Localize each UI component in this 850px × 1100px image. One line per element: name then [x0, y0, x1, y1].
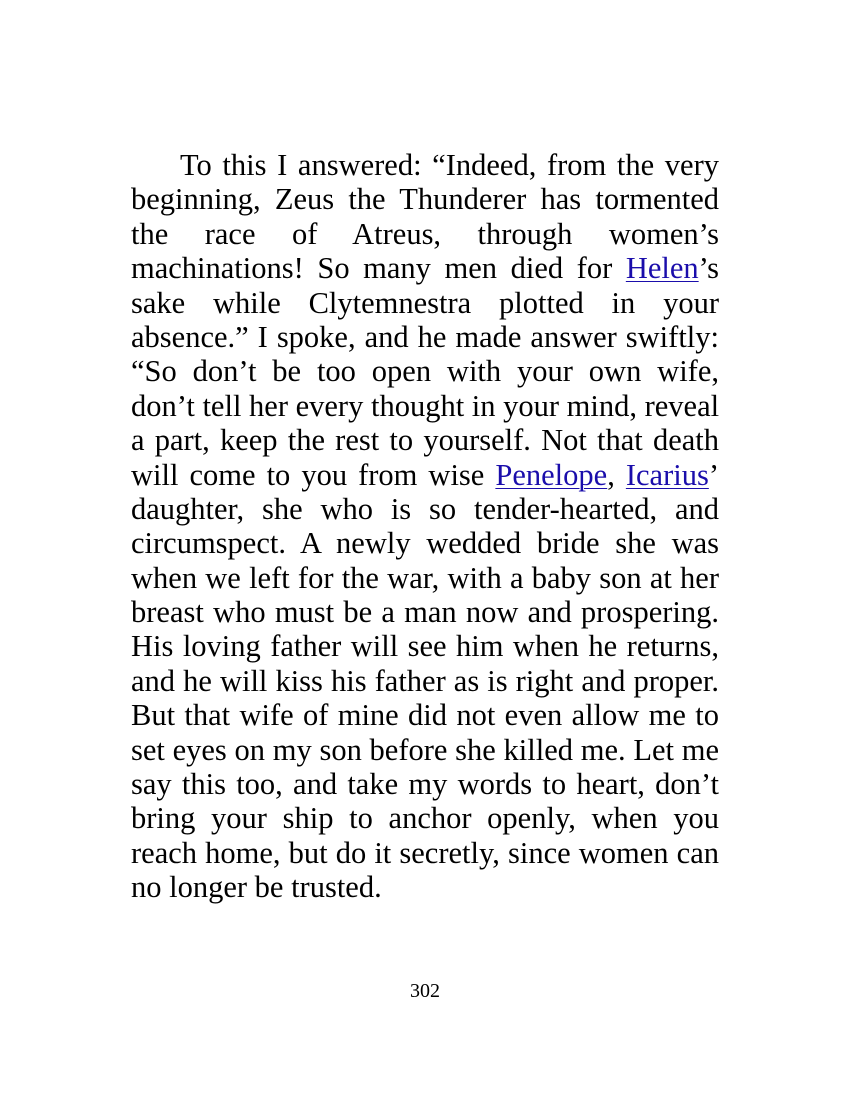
text-line: when we left for the war, with a baby son at her	[131, 560, 719, 595]
text-line: “So don’t be too open with your own wife,	[131, 354, 719, 389]
link-helen[interactable]: Helen	[625, 251, 699, 286]
text-segment: ’s	[698, 251, 719, 286]
text-line: To this I answered: “Indeed, from the very	[180, 148, 719, 182]
text-line: circumspect. A newly wedded bride she was	[131, 526, 719, 561]
text-line: beginning, Zeus the Thunderer has tormented	[131, 182, 719, 217]
text-line: His loving father will see him when he returns,	[131, 629, 719, 664]
text-line: a part, keep the rest to yourself. Not that death	[131, 423, 719, 458]
text-line: don’t tell her every thought in your mind, reveal	[131, 388, 720, 423]
text-line: absence.” I spoke, and he made answer swiftly:	[131, 319, 719, 354]
text-line: no longer be trusted.	[131, 870, 382, 905]
text-segment: ,	[607, 457, 626, 492]
text-segment: ’	[708, 457, 720, 492]
page-number: 302	[410, 980, 440, 1002]
text-line: set eyes on my son before she killed me. Let me	[131, 732, 719, 767]
text-line: sake while Clytemnestra plotted in your	[131, 285, 719, 320]
text-line: But that wife of mine did not even allow me to	[131, 698, 719, 733]
text-line: and he will kiss his father as is right and proper.	[131, 663, 719, 698]
text-line	[131, 251, 719, 285]
page-body	[131, 148, 719, 905]
link-icarius[interactable]: Icarius	[625, 457, 709, 492]
text-line	[131, 458, 719, 492]
text-line: breast who must be a man now and prospering.	[131, 595, 719, 630]
text-line: reach home, but do it secretly, since women can	[131, 835, 719, 870]
text-line: bring your ship to anchor openly, when you	[131, 801, 719, 836]
text-segment: will come to you from wise	[131, 457, 496, 492]
text-segment: machinations! So many men died for	[131, 251, 626, 286]
text-line: daughter, she who is so tender-hearted, and	[131, 491, 719, 526]
text-line: say this too, and take my words to heart, don’t	[131, 767, 719, 802]
text-line: the race of Atreus, through women’s	[131, 216, 719, 251]
link-penelope[interactable]: Penelope	[495, 457, 608, 492]
